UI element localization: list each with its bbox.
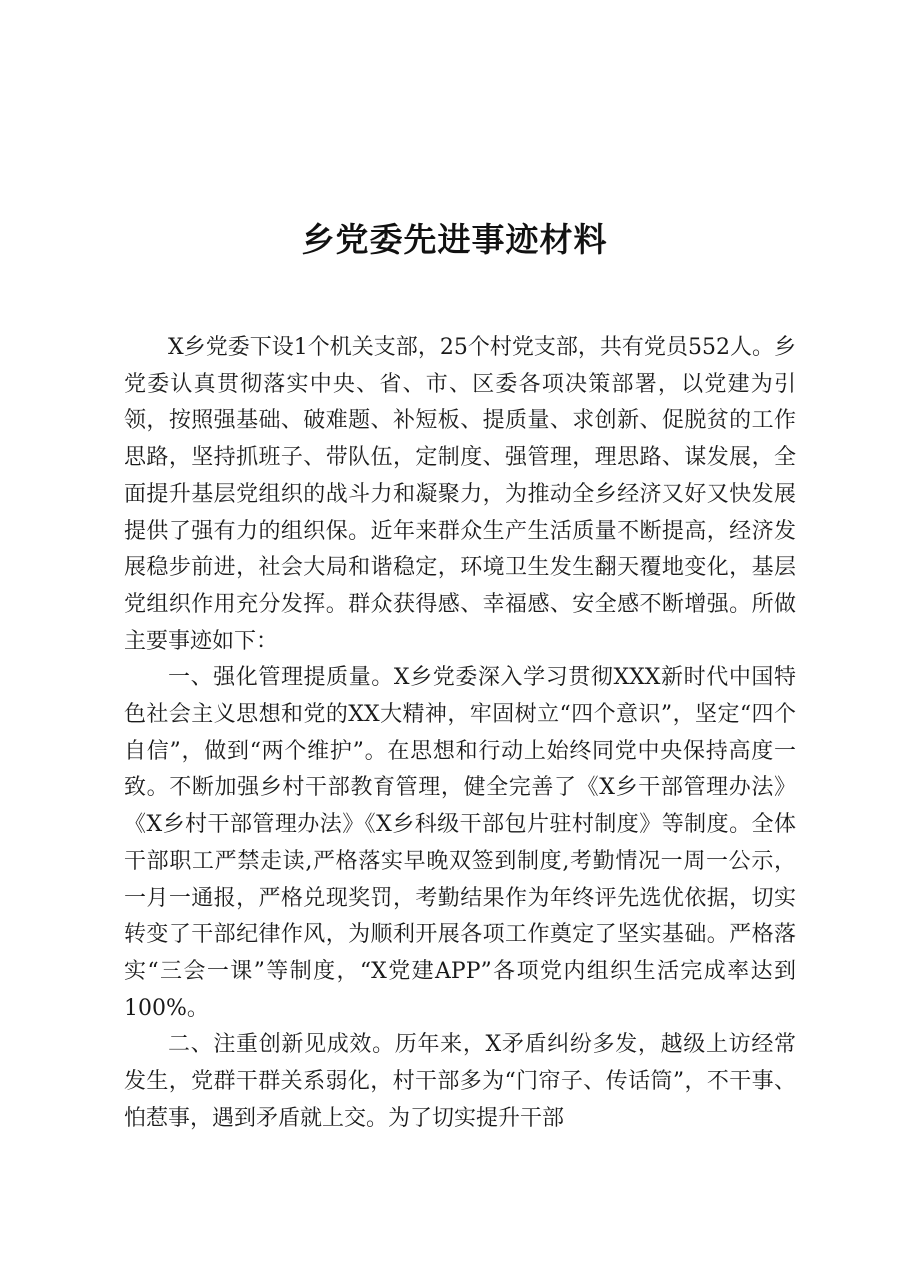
document-title: 乡党委先进事迹材料 bbox=[301, 220, 608, 259]
paragraph-section-2: 二、注重创新见成效。历年来，X矛盾纠纷多发，越级上访经常发生，党群干群关系弱化，村干部多为“门帘子、传话筒”，不干事、怕惹事，遇到矛盾就上交。为了切实提升干部 bbox=[124, 1032, 796, 1131]
paragraph-intro: X乡党委下设1个机关支部，25个村党支部，共有党员552人。乡党委认真贯彻落实中央、省、市、区委各项决策部署，以党建为引领，按照强基础、破难题、补短板、提质量、求创新、促脱贫的工作思路，坚持抓班子、带队伍，定制度、强管理，理思路、谋发展，全面提升基层党组织的战斗力和凝聚力，为推动全乡经济又好又快发展提供了强有力的组织保。近年来群众生产生活质量不断提高，经济发展稳步前进，社会大局和谐稳定，环境卫生发生翻天覆地变化，基层党组织作用充分发挥。群众获得感、幸福感、安全感不断增强。所做主要事迹如下： bbox=[124, 335, 796, 654]
document-body bbox=[124, 330, 796, 1137]
paragraph-section-1: 一、强化管理提质量。X乡党委深入学习贯彻XXX新时代中国特色社会主义思想和党的XX大精神，牢固树立“四个意识”，坚定“四个自信”，做到“两个维护”。在思想和行动上始终同党中央保持高度一致。不断加强乡村干部教育管理，健全完善了《X乡干部管理办法》《X乡村干部管理办法》《X乡科级干部包片驻村制度》等制度。全体干部职工严禁走读,严格落实早晚双签到制度,考勤情况一周一公示，一月一通报，严格兑现奖罚，考勤结果作为年终评先选优依据，切实转变了干部纪律作风，为顺利开展各项工作奠定了坚实基础。严格落实“三会一课”等制度，“X党建APP”各项党内组织生活完成率达到100%。 bbox=[124, 665, 796, 1021]
